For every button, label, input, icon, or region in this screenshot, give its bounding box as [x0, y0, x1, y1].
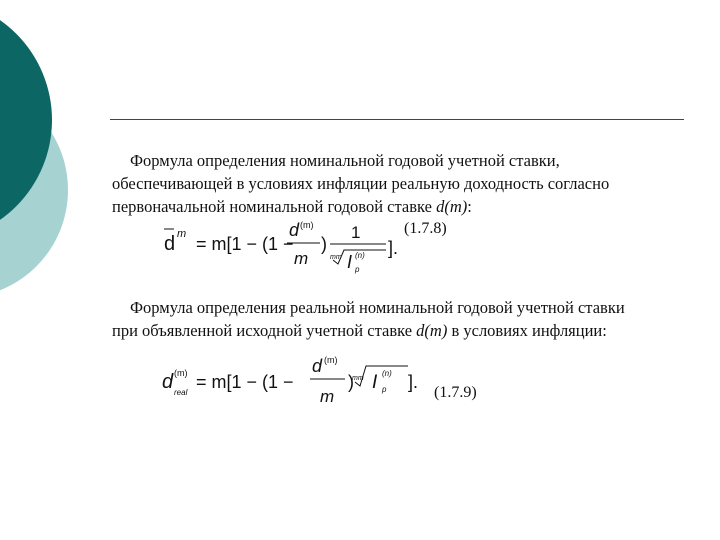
paragraph-1-line-2: обеспечивающей в условиях инфляции реальную доходность согласно — [112, 174, 610, 193]
svg-text:].: ]. — [408, 372, 419, 392]
svg-text:m: m — [320, 387, 335, 406]
paragraph-1-line-1: Формула определения номинальной годовой учетной ставки, — [130, 151, 560, 170]
dark-teal-circle — [0, 0, 52, 242]
paragraph-1-dm: d(m) — [436, 197, 468, 216]
svg-text:(m): (m) — [174, 368, 188, 378]
header-divider — [110, 119, 684, 120]
svg-text:m: m — [177, 228, 187, 240]
paragraph-1-line-3-text: первоначальной номинальной годовой ставке — [112, 197, 437, 216]
equation-number-1-7-9: (1.7.9) — [434, 384, 477, 401]
svg-text:p: p — [382, 385, 387, 394]
paragraph-2-line-2-end: в условиях инфляции: — [447, 321, 607, 340]
svg-text:mm: mm — [352, 375, 364, 382]
svg-text:1: 1 — [351, 223, 361, 242]
svg-text:mm: mm — [330, 254, 342, 261]
svg-text:): ) — [348, 372, 354, 392]
paragraph-1-colon: : — [467, 197, 472, 216]
formula-1-7-8 — [150, 216, 400, 276]
svg-text:d: d — [162, 371, 174, 393]
svg-text:I: I — [347, 252, 353, 272]
formula-1-7-9 — [160, 350, 430, 410]
svg-text:d: d — [312, 356, 323, 376]
light-teal-circle — [0, 82, 68, 298]
svg-text:(n): (n) — [355, 251, 365, 260]
svg-text:].: ]. — [388, 238, 399, 258]
paragraph-2-line-1: Формула определения реальной номинальной годовой учетной ставки — [130, 298, 625, 317]
paragraph-2-dm: d(m) — [416, 321, 448, 340]
svg-text:= m[1 − (1 −: = m[1 − (1 − — [196, 372, 294, 392]
paragraph-2-line-2 — [112, 319, 692, 342]
paragraph-2-line-2-text: при объявленной исходной учетной ставке — [112, 321, 417, 340]
svg-text:I: I — [372, 372, 378, 393]
svg-text:m: m — [294, 249, 309, 268]
svg-text:(m): (m) — [300, 220, 314, 230]
paragraph-1 — [112, 149, 692, 218]
svg-text:= m[1 − (1 −: = m[1 − (1 − — [196, 234, 294, 254]
svg-text:d: d — [289, 220, 300, 240]
paragraph-1-line-3 — [112, 195, 692, 218]
svg-text:): ) — [321, 234, 327, 254]
equation-number-1-7-8: (1.7.8) — [404, 220, 447, 237]
svg-text:real: real — [174, 388, 188, 397]
svg-text:(m): (m) — [324, 355, 338, 365]
svg-text:(n): (n) — [382, 369, 392, 378]
svg-text:d: d — [164, 233, 176, 255]
paragraph-2 — [112, 296, 692, 342]
svg-text:p: p — [355, 265, 360, 274]
